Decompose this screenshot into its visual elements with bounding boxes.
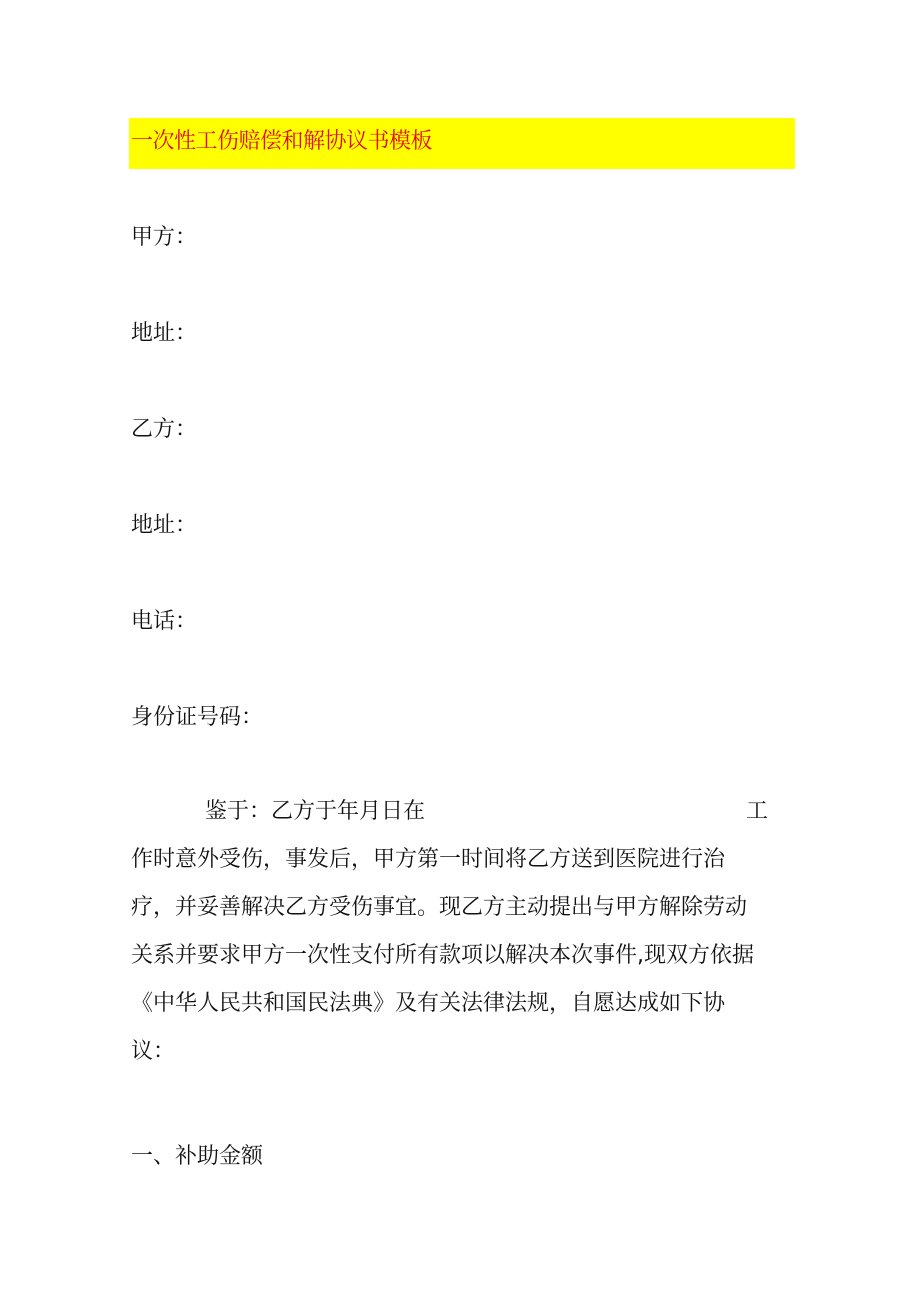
- preamble-line-4: 关系并要求甲方一次性支付所有款项以解决本次事件,现双方依据: [131, 943, 754, 968]
- preamble-line-2: 作时意外受伤，事发后，甲方第一时间将乙方送到医院进行治: [131, 847, 726, 872]
- document-title: 一次性工伤赔偿和解协议书模板: [131, 129, 433, 154]
- party-a-address-label: 地址：: [131, 321, 198, 346]
- preamble-paragraph: [131, 795, 776, 1083]
- preamble-line-6: 议：: [131, 1039, 176, 1064]
- preamble-line-1-start: 鉴于：乙方于年月日在: [205, 799, 426, 824]
- preamble-line-3: 疗，并妥善解决乙方受伤事宜。现乙方主动提出与甲方解除劳动: [131, 895, 748, 920]
- phone-label: 电话：: [131, 609, 198, 634]
- section-heading-1: 一、补助金额: [131, 1144, 264, 1169]
- party-b-address-label: 地址：: [131, 513, 198, 538]
- preamble-line-5: 《中华人民共和国民法典》及有关法律法规，自愿达成如下协: [131, 991, 726, 1016]
- title-highlight: [129, 118, 795, 169]
- party-b-label: 乙方：: [131, 417, 198, 442]
- id-number-label: 身份证号码：: [131, 705, 264, 730]
- party-a-label: 甲方：: [131, 225, 198, 250]
- preamble-line-1-end: 工: [746, 799, 769, 824]
- preamble-line-1: [131, 795, 776, 843]
